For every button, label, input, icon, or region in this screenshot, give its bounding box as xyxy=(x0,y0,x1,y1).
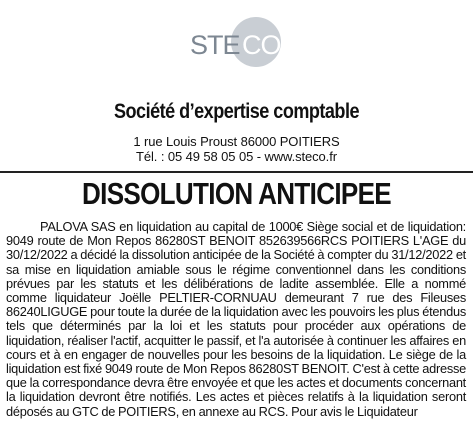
section-divider xyxy=(0,171,473,173)
logo-text-right: CO xyxy=(242,30,281,60)
notice-body: PALOVA SAS en liquidation au capital de 1000€ Siège social et de liquidation: 9049 route de Mon Repos 86280ST BENOIT 852639566RCS POITIERS L'AGE du 30/12/2022 a décidé la dissolution anticipée de la Société à compter du 31/12/2022 et sa mise en liquidation amiable sous le régime conventionnel dans les conditions prévues par les statuts et les délibérations de ladite assemblée. Elle a nommé comme liquidateur Joëlle PELTIER-CORNUAU demeurant 7 rue des Fileuses 86240LIGUGE pour toute la durée de la liquidation avec les pouvoirs les plus étendus tels que déterminés par la loi et les statuts pour procéder aux opérations de liquidation, réaliser l'actif, acquitter le passif, et l'a autorisée à continuer les affaires en cours et à en engager de nouvelles pour les besoins de la liquidation. Le siège de la liquidation est fixé 9049 route de Mon Repos 86280ST BENOIT. C'est à cette adresse que la correspondance devra être envoyée et que les actes et documents concernant la liquidation devront être notifiés. Les actes et pièces relatifs à la liquidation seront déposés au GTC de POITIERS, en annexe au RCS. Pour avis le Liquidateur xyxy=(6,219,466,419)
steco-logo-graphic xyxy=(188,12,288,78)
company-name: Société d’expertise comptable xyxy=(113,100,359,123)
steco-logo xyxy=(188,12,288,78)
logo-text-left: STE xyxy=(190,30,240,60)
company-address: 1 rue Louis Proust 86000 POITIERS xyxy=(133,134,340,149)
notice-title: DISSOLUTION ANTICIPEE xyxy=(81,176,391,211)
company-contact: Tél. : 05 49 58 05 05 - www.steco.fr xyxy=(136,149,337,164)
